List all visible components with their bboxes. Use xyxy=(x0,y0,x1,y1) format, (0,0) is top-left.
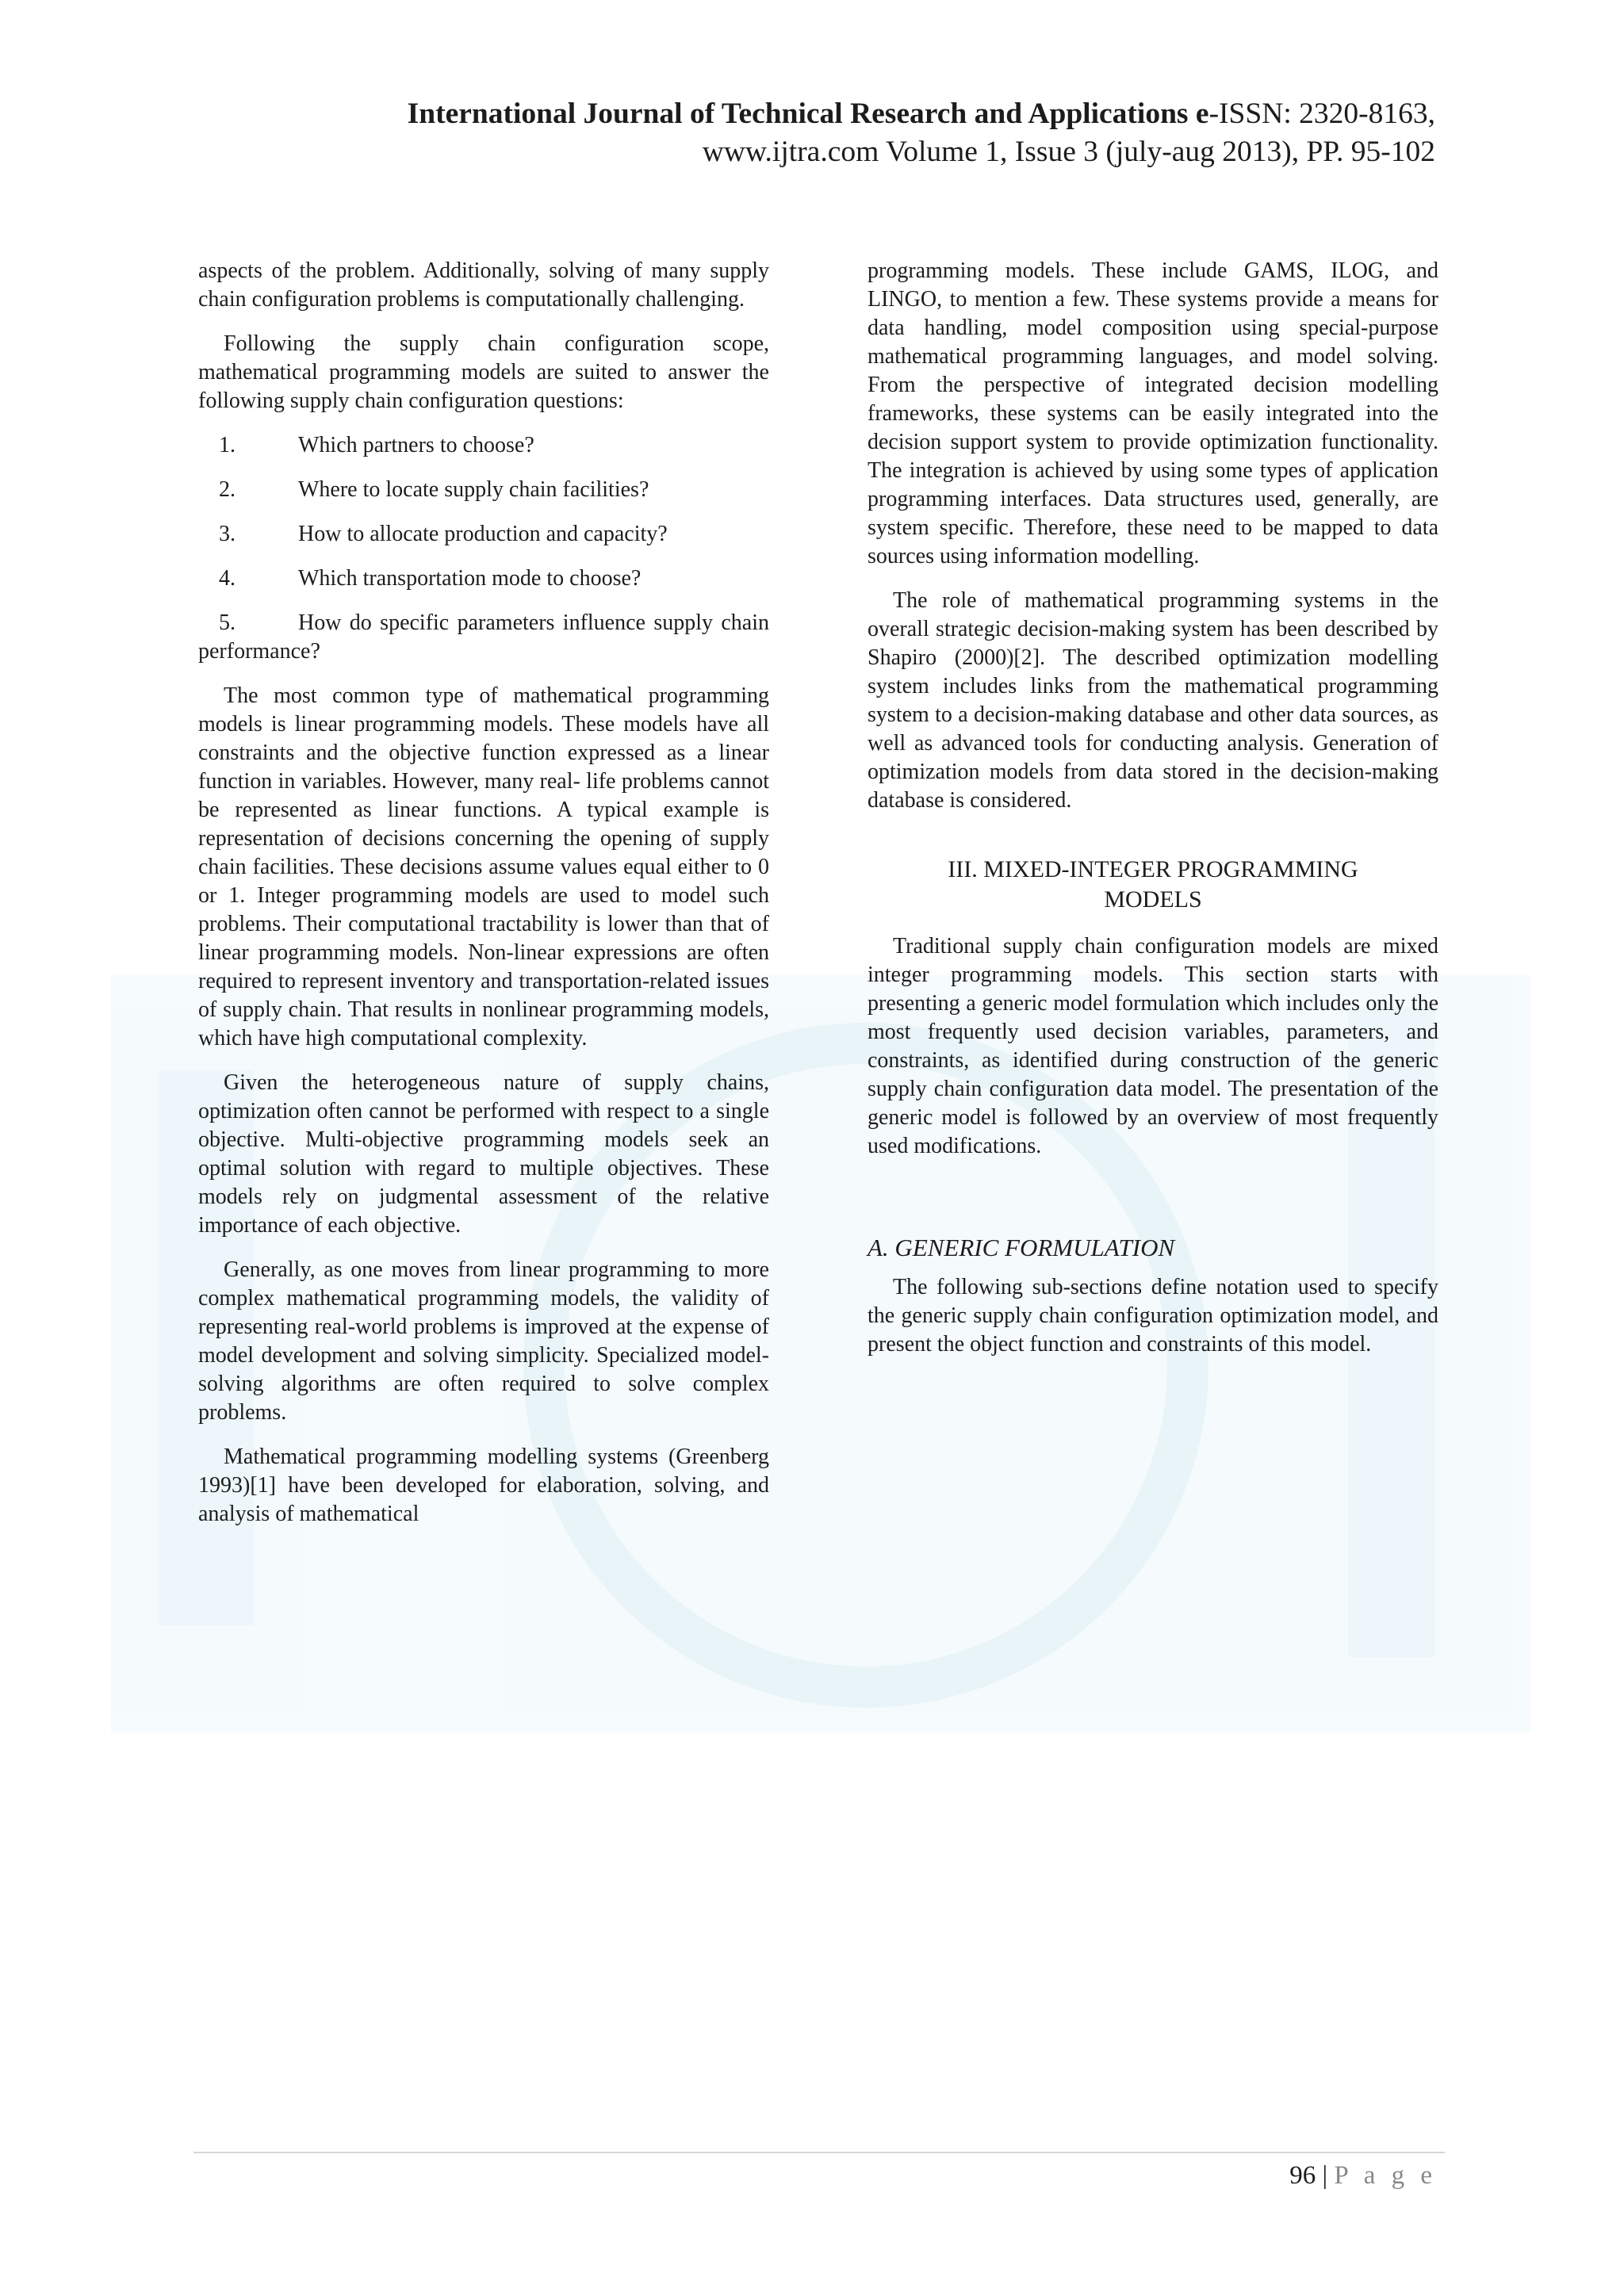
paragraph: Mathematical programming modelling systems (Greenberg 1993)[1] have been developed for elaboration, solving, and analysis of mathematical xyxy=(198,1445,769,1526)
list-item xyxy=(198,520,769,549)
paragraph: programming models. These include GAMS, ILOG, and LINGO, to mention a few. These systems provide a means for data handling, model composition using special-purpose mathematical programming languages, and model solving. From the perspective of integrated decision modelling frameworks, these systems can be easily integrated into the decision support system to provide optimization functionality. The integration is achieved by using some types of application programming interfaces. Data structures used, generally, are system specific. Therefore, these need to be mapped to data sources using information modelling. xyxy=(868,258,1438,568)
list-number: 3. xyxy=(219,522,236,546)
paragraph: The most common type of mathematical programming models is linear programming models. These models have all constraints and the objective function expressed as a linear function in variables. However, many real- life problems cannot be represented as linear functions. A typical example is representation of decisions concerning the opening of supply chain facilities. These decisions assume values equal either to 0 or 1. Integer programming models are used to model such problems. Their computational tractability is lower than that of linear programming models. Non-linear expressions are often required to represent inventory and transportation-related issues of supply chain. That results in nonlinear programming models, which have high computational complexity. xyxy=(198,683,769,1050)
section-heading-line-2: MODELS xyxy=(1104,886,1202,913)
list-item xyxy=(198,431,769,460)
journal-name: International Journal of Technical Research and Applications xyxy=(407,98,1189,130)
issn: -ISSN: 2320-8163, xyxy=(1208,98,1435,130)
question-list xyxy=(198,431,769,666)
list-number: 1. xyxy=(219,433,236,457)
page-footer xyxy=(1289,2158,1437,2193)
left-column xyxy=(198,257,769,1529)
list-item xyxy=(198,476,769,504)
list-text: Which transportation mode to choose? xyxy=(298,566,642,591)
paragraph: Traditional supply chain configuration models are mixed integer programming models. This section starts with presenting a generic model formulation which includes only the most frequently used decision variables, parameters, and constraints, as identified during construction of the generic supply chain configuration data model. The presentation of the generic model is followed by an overview of most frequently used modifications. xyxy=(868,934,1438,1158)
list-text: Where to locate supply chain facilities? xyxy=(298,477,649,502)
list-number: 5. xyxy=(219,610,236,635)
page-separator: | xyxy=(1316,2161,1335,2190)
right-column xyxy=(868,257,1438,1359)
subsection-heading: A. GENERIC FORMULATION xyxy=(868,1234,1175,1261)
paragraph: Given the heterogeneous nature of supply chains, optimization often cannot be performed with respect to a single objective. Multi-objective programming models seek an optimal solution with regard to multiple objectives. These models rely on judgmental assessment of the relative importance of each objective. xyxy=(198,1070,769,1238)
section-heading-line-1: III. MIXED-INTEGER PROGRAMMING xyxy=(948,856,1358,882)
list-text: How to allocate production and capacity? xyxy=(298,522,668,546)
page-label: P a g e xyxy=(1334,2161,1437,2190)
list-item xyxy=(198,564,769,593)
paragraph: aspects of the problem. Additionally, solving of many supply chain configuration problems is computationally challenging. xyxy=(198,258,769,312)
list-text: Which partners to choose? xyxy=(298,433,534,457)
list-text: How do specific parameters influence supply chain performance? xyxy=(198,610,769,664)
paragraph: The following sub-sections define notation used to specify the generic supply chain configuration optimization model, and present the object function and constraints of this model. xyxy=(868,1275,1438,1357)
page-number: 96 xyxy=(1289,2161,1316,2190)
list-number: 2. xyxy=(219,477,236,502)
paragraph: Following the supply chain configuration scope, mathematical programming models are suited to answer the following supply chain configuration questions: xyxy=(198,331,769,413)
journal-header xyxy=(408,95,1435,171)
header-line-1 xyxy=(408,95,1435,133)
paragraph: Generally, as one moves from linear programming to more complex mathematical programming models, the validity of representing real-world problems is improved at the expense of model development and solving simplicity. Specialized model-solving algorithms are often required to solve complex problems. xyxy=(198,1257,769,1425)
footer-divider xyxy=(193,2152,1445,2153)
header-line-2: www.ijtra.com Volume 1, Issue 3 (july-aug 2013), PP. 95-102 xyxy=(702,136,1435,168)
paragraph: The role of mathematical programming systems in the overall strategic decision-making system has been described by Shapiro (2000)[2]. The described optimization modelling system includes links from the mathematical programming system to a decision-making database and other data sources, as well as advanced tools for conducting analysis. Generation of optimization models from data stored in the decision-making database is considered. xyxy=(868,588,1438,813)
section-heading xyxy=(868,855,1438,915)
issn-prefix: e xyxy=(1195,98,1209,130)
list-item xyxy=(198,609,769,666)
list-number: 4. xyxy=(219,566,236,591)
